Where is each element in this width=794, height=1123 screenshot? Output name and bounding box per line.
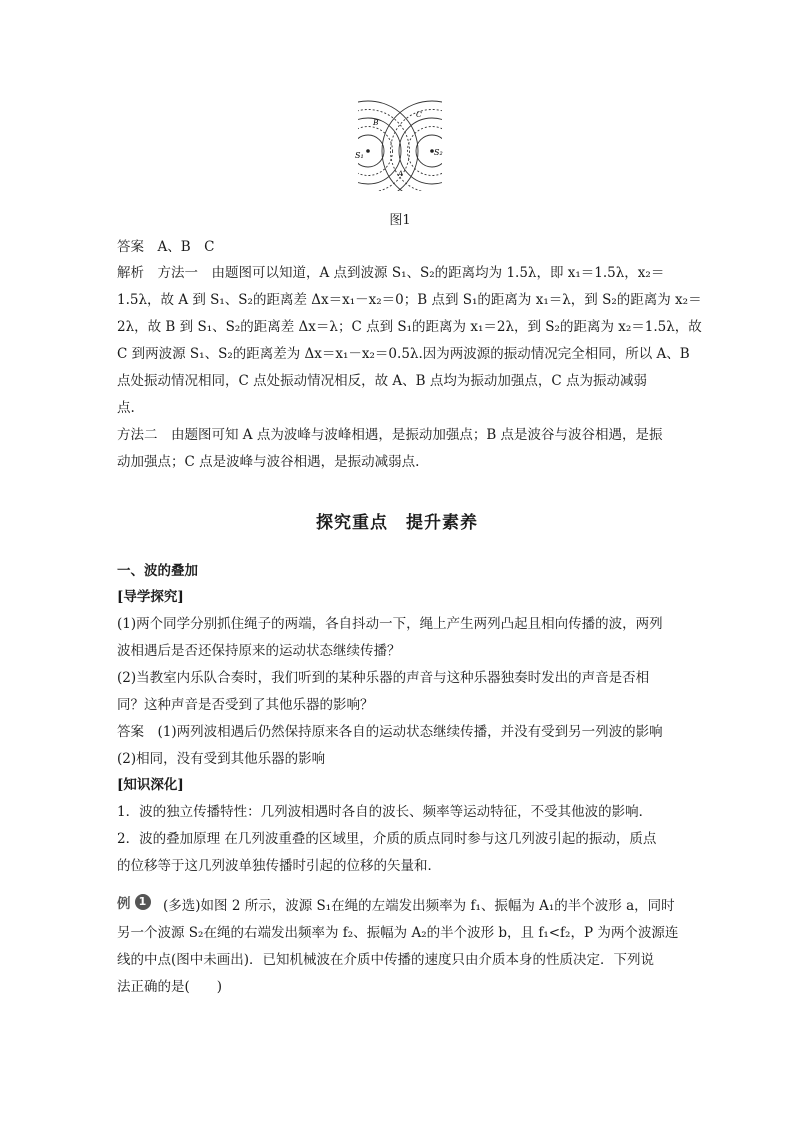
analysis-line-5: 点处振动情况相同，C 点处振动情况相反，故 A、B 点均为振动加强点，C 点为振动减弱 bbox=[117, 373, 647, 389]
analysis-line-1: 解析 方法一 由题图可以知道，A 点到波源 S₁、S₂的距离均为 1.5λ，即 x₁＝1.5λ，x₂＝ bbox=[117, 265, 665, 281]
figure-caption: 图1 bbox=[389, 213, 411, 228]
deepen-line-2: 2．波的叠加原理 在几列波重叠的区域里，介质的质点同时参与这几列波引起的振动，质点 bbox=[117, 831, 657, 847]
analysis-line-4: C 到两波源 S₁、S₂的距离差为 Δx＝x₁－x₂＝0.5λ.因为两波源的振动情况完全相同，所以 A、B bbox=[117, 346, 690, 362]
analysis-line-7: 方法二 由题图可知 A 点为波峰与波峰相遇，是振动加强点；B 点是波谷与波谷相遇，是振 bbox=[117, 427, 663, 443]
guide-line-2: 波相遇后是否还保持原来的运动状态继续传播？ bbox=[117, 643, 401, 659]
label-a: A bbox=[398, 170, 404, 178]
answer-line: 答案 A、B C bbox=[117, 239, 215, 255]
example-line-4: 法正确的是( ) bbox=[117, 979, 223, 995]
label-s1: S₁ bbox=[355, 151, 364, 160]
example-line-2: 另一个波源 S₂在绳的右端发出频率为 f₂、振幅为 A₂的半个波形 b，且 f₁<f₂，P 为两个波源连 bbox=[117, 925, 679, 941]
guide-line-1: (1)两个同学分别抓住绳子的两端，各自抖动一下，绳上产生两列凸起且相向传播的波，两列 bbox=[117, 616, 663, 632]
guide-heading: [导学探究] bbox=[117, 589, 184, 605]
analysis-line-3: 2λ，故 B 到 S₁、S₂的距离差 Δx＝λ；C 点到 S₁的距离为 x₁＝2λ，到 S₂的距离为 x₂＝1.5λ，故 bbox=[117, 319, 702, 335]
example-badge bbox=[117, 892, 151, 912]
example-line-3: 线的中点(图中未画出)．已知机械波在介质中传播的速度只由介质本身的性质决定．下列说 bbox=[117, 952, 655, 968]
section-title: 探究重点 提升素养 bbox=[316, 513, 478, 533]
source-s1-dot bbox=[366, 149, 370, 153]
deepen-line-3: 的位移等于这几列波单独传播时引起的位移的矢量和． bbox=[117, 858, 441, 874]
guide-line-4: 同？这种声音是否受到了其他乐器的影响？ bbox=[117, 697, 374, 713]
deepen-line-1: 1．波的独立传播特性：几列波相遇时各自的波长、频率等运动特征，不受其他波的影响． bbox=[117, 804, 653, 820]
analysis-line-8: 动加强点；C 点是波峰与波谷相遇，是振动减弱点. bbox=[117, 454, 420, 470]
example-line-1: (多选)如图 2 所示，波源 S₁在绳的左端发出频率为 f₁、振幅为 A₁的半个波形 a，同时 bbox=[163, 898, 675, 914]
guide-line-3: (2)当教室内乐队合奏时，我们听到的某种乐器的声音与这种乐器独奏时发出的声音是否相 bbox=[117, 670, 650, 686]
label-b: B bbox=[373, 118, 379, 127]
label-s2: S₂ bbox=[434, 148, 443, 157]
wave-interference-figure bbox=[350, 96, 450, 191]
label-c: C bbox=[416, 110, 422, 119]
guide-answer-line-1: 答案 (1)两列波相遇后仍然保持原来各自的运动状态继续传播，并没有受到另一列波的影响 bbox=[117, 724, 663, 740]
analysis-line-2: 1.5λ，故 A 到 S₁、S₂的距离差 Δx＝x₁－x₂＝0；B 点到 S₁的距离为 x₁＝λ，到 S₂的距离为 x₂＝ bbox=[117, 292, 702, 308]
analysis-line-6: 点. bbox=[117, 400, 135, 416]
example-label: 例 bbox=[117, 896, 131, 912]
interference-diagram bbox=[350, 96, 450, 191]
guide-answer-line-2: (2)相同，没有受到其他乐器的影响 bbox=[117, 751, 326, 767]
part-heading: 一、波的叠加 bbox=[117, 563, 198, 579]
example-number: 1 bbox=[135, 894, 151, 910]
deepen-heading: [知识深化] bbox=[117, 777, 184, 793]
